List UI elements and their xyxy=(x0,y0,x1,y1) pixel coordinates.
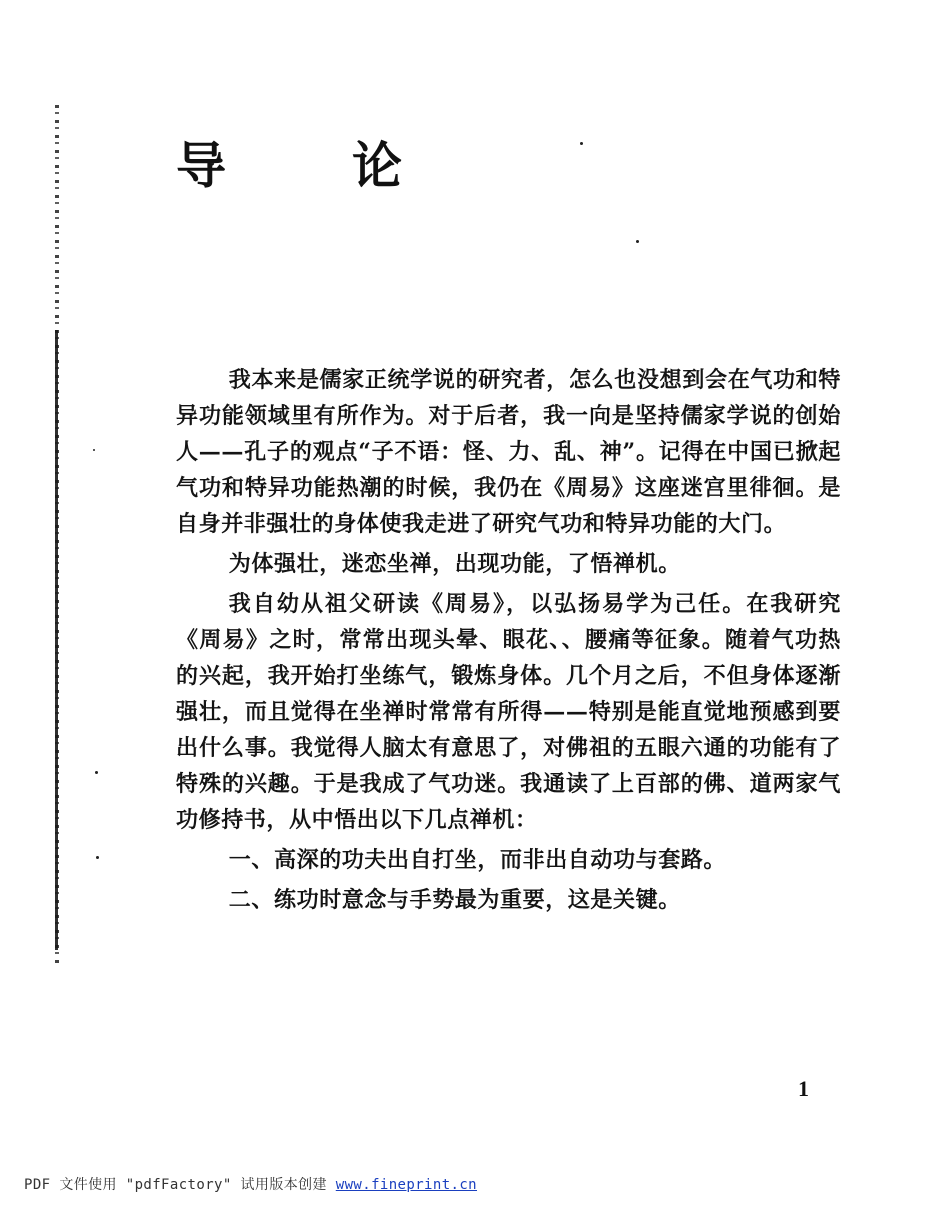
chapter-title: 导论 xyxy=(176,137,528,195)
pdf-footer xyxy=(24,1174,477,1194)
paragraph-point-one: 一、高深的功夫出自打坐，而非出自动功与套路。 xyxy=(228,847,726,873)
paragraph-intro: 我本来是儒家正统学说的研究者，怎么也没想到会在气功和特异功能领域里有所作为。对于后者，我一向是坚持儒家学说的创始人——孔子的观点“子不语：怪、力、乱、神”。记得在中国已掀起气功和特异功能热潮的时候，我仍在《周易》这座迷宫里徘徊。是自身并非强壮的身体使我走进了研究气功和特异功能的大门。 xyxy=(176,367,841,537)
scan-speck xyxy=(93,449,95,451)
footer-link[interactable]: www.fineprint.cn xyxy=(335,1177,478,1193)
paragraph-summary: 为体强壮，迷恋坐禅，出现功能，了悟禅机。 xyxy=(228,551,681,577)
page-number: 1 xyxy=(798,1076,809,1101)
body-text xyxy=(176,362,841,918)
footer-text: PDF 文件使用 "pdfFactory" 试用版本创建 xyxy=(24,1177,336,1193)
scan-speck xyxy=(96,856,99,859)
scan-speck xyxy=(580,142,583,145)
scan-speck xyxy=(95,771,98,774)
paragraph-study: 我自幼从祖父研读《周易》，以弘扬易学为己任。在我研究《周易》之时，常常出现头晕、眼花、、腰痛等征象。随着气功热的兴起，我开始打坐练气，锻炼身体。几个月之后，不但身体逐渐强壮，而且觉得在坐禅时常常有所得——特别是能直觉地预感到要出什么事。我觉得人脑太有意思了，对佛祖的五眼六通的功能有了特殊的兴趣。于是我成了气功迷。我通读了上百部的佛、道两家气功修持书，从中悟出以下几点禅机： xyxy=(176,591,841,833)
paragraph-point-two: 二、练功时意念与手势最为重要，这是关键。 xyxy=(228,887,681,913)
scan-binding-edge-solid xyxy=(55,330,58,950)
scan-speck xyxy=(636,240,639,243)
